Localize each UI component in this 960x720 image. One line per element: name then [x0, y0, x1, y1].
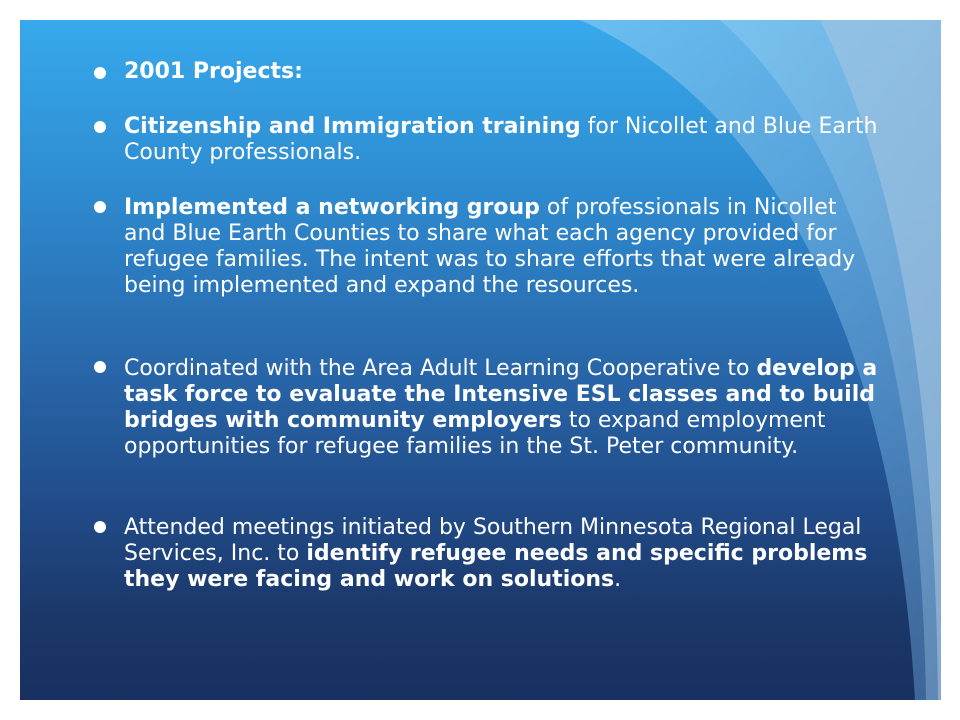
bullet-dot — [94, 361, 106, 373]
bullet-bold-lead: 2001 Projects: — [124, 59, 303, 84]
content-panel — [20, 20, 941, 700]
bullet-item — [124, 59, 884, 85]
bullet-item — [124, 114, 884, 166]
bullet-body: for Nicollet and Blue Earth County professionals. — [124, 114, 878, 165]
bullet-bold-lead: Implemented a networking group — [124, 195, 540, 220]
bullet-dot — [94, 521, 106, 533]
bullet-dot — [94, 121, 106, 133]
bullet-bold-middle: develop a task force to evaluate the Intensive ESL classes and to build bridges with community employers — [124, 356, 878, 433]
bullet-body: of professionals in Nicollet and Blue Earth Counties to share what each agency provided for refugee families. The intent was to share efforts that were already being implemented and expand the resources. — [124, 195, 856, 298]
bullet-dot — [94, 201, 106, 213]
bullet-text-before: Coordinated with the Area Adult Learning Cooperative to — [124, 356, 757, 381]
bullet-bold-middle: identify refugee needs and specific problems they were facing and work on solutions — [124, 541, 868, 592]
bullet-item — [124, 356, 884, 460]
bullet-dot — [94, 67, 106, 79]
bullet-item — [124, 195, 884, 299]
bullet-text-before: Attended meetings initiated by Southern Minnesota Regional Legal Services, Inc. to — [124, 515, 862, 566]
bullet-item — [124, 515, 884, 593]
bullet-list — [20, 20, 941, 700]
bullet-bold-lead: Citizenship and Immigration training — [124, 114, 581, 139]
bullet-text-after: to expand employment opportunities for refugee families in the St. Peter community. — [124, 408, 826, 459]
bullet-text-after: . — [614, 567, 622, 592]
